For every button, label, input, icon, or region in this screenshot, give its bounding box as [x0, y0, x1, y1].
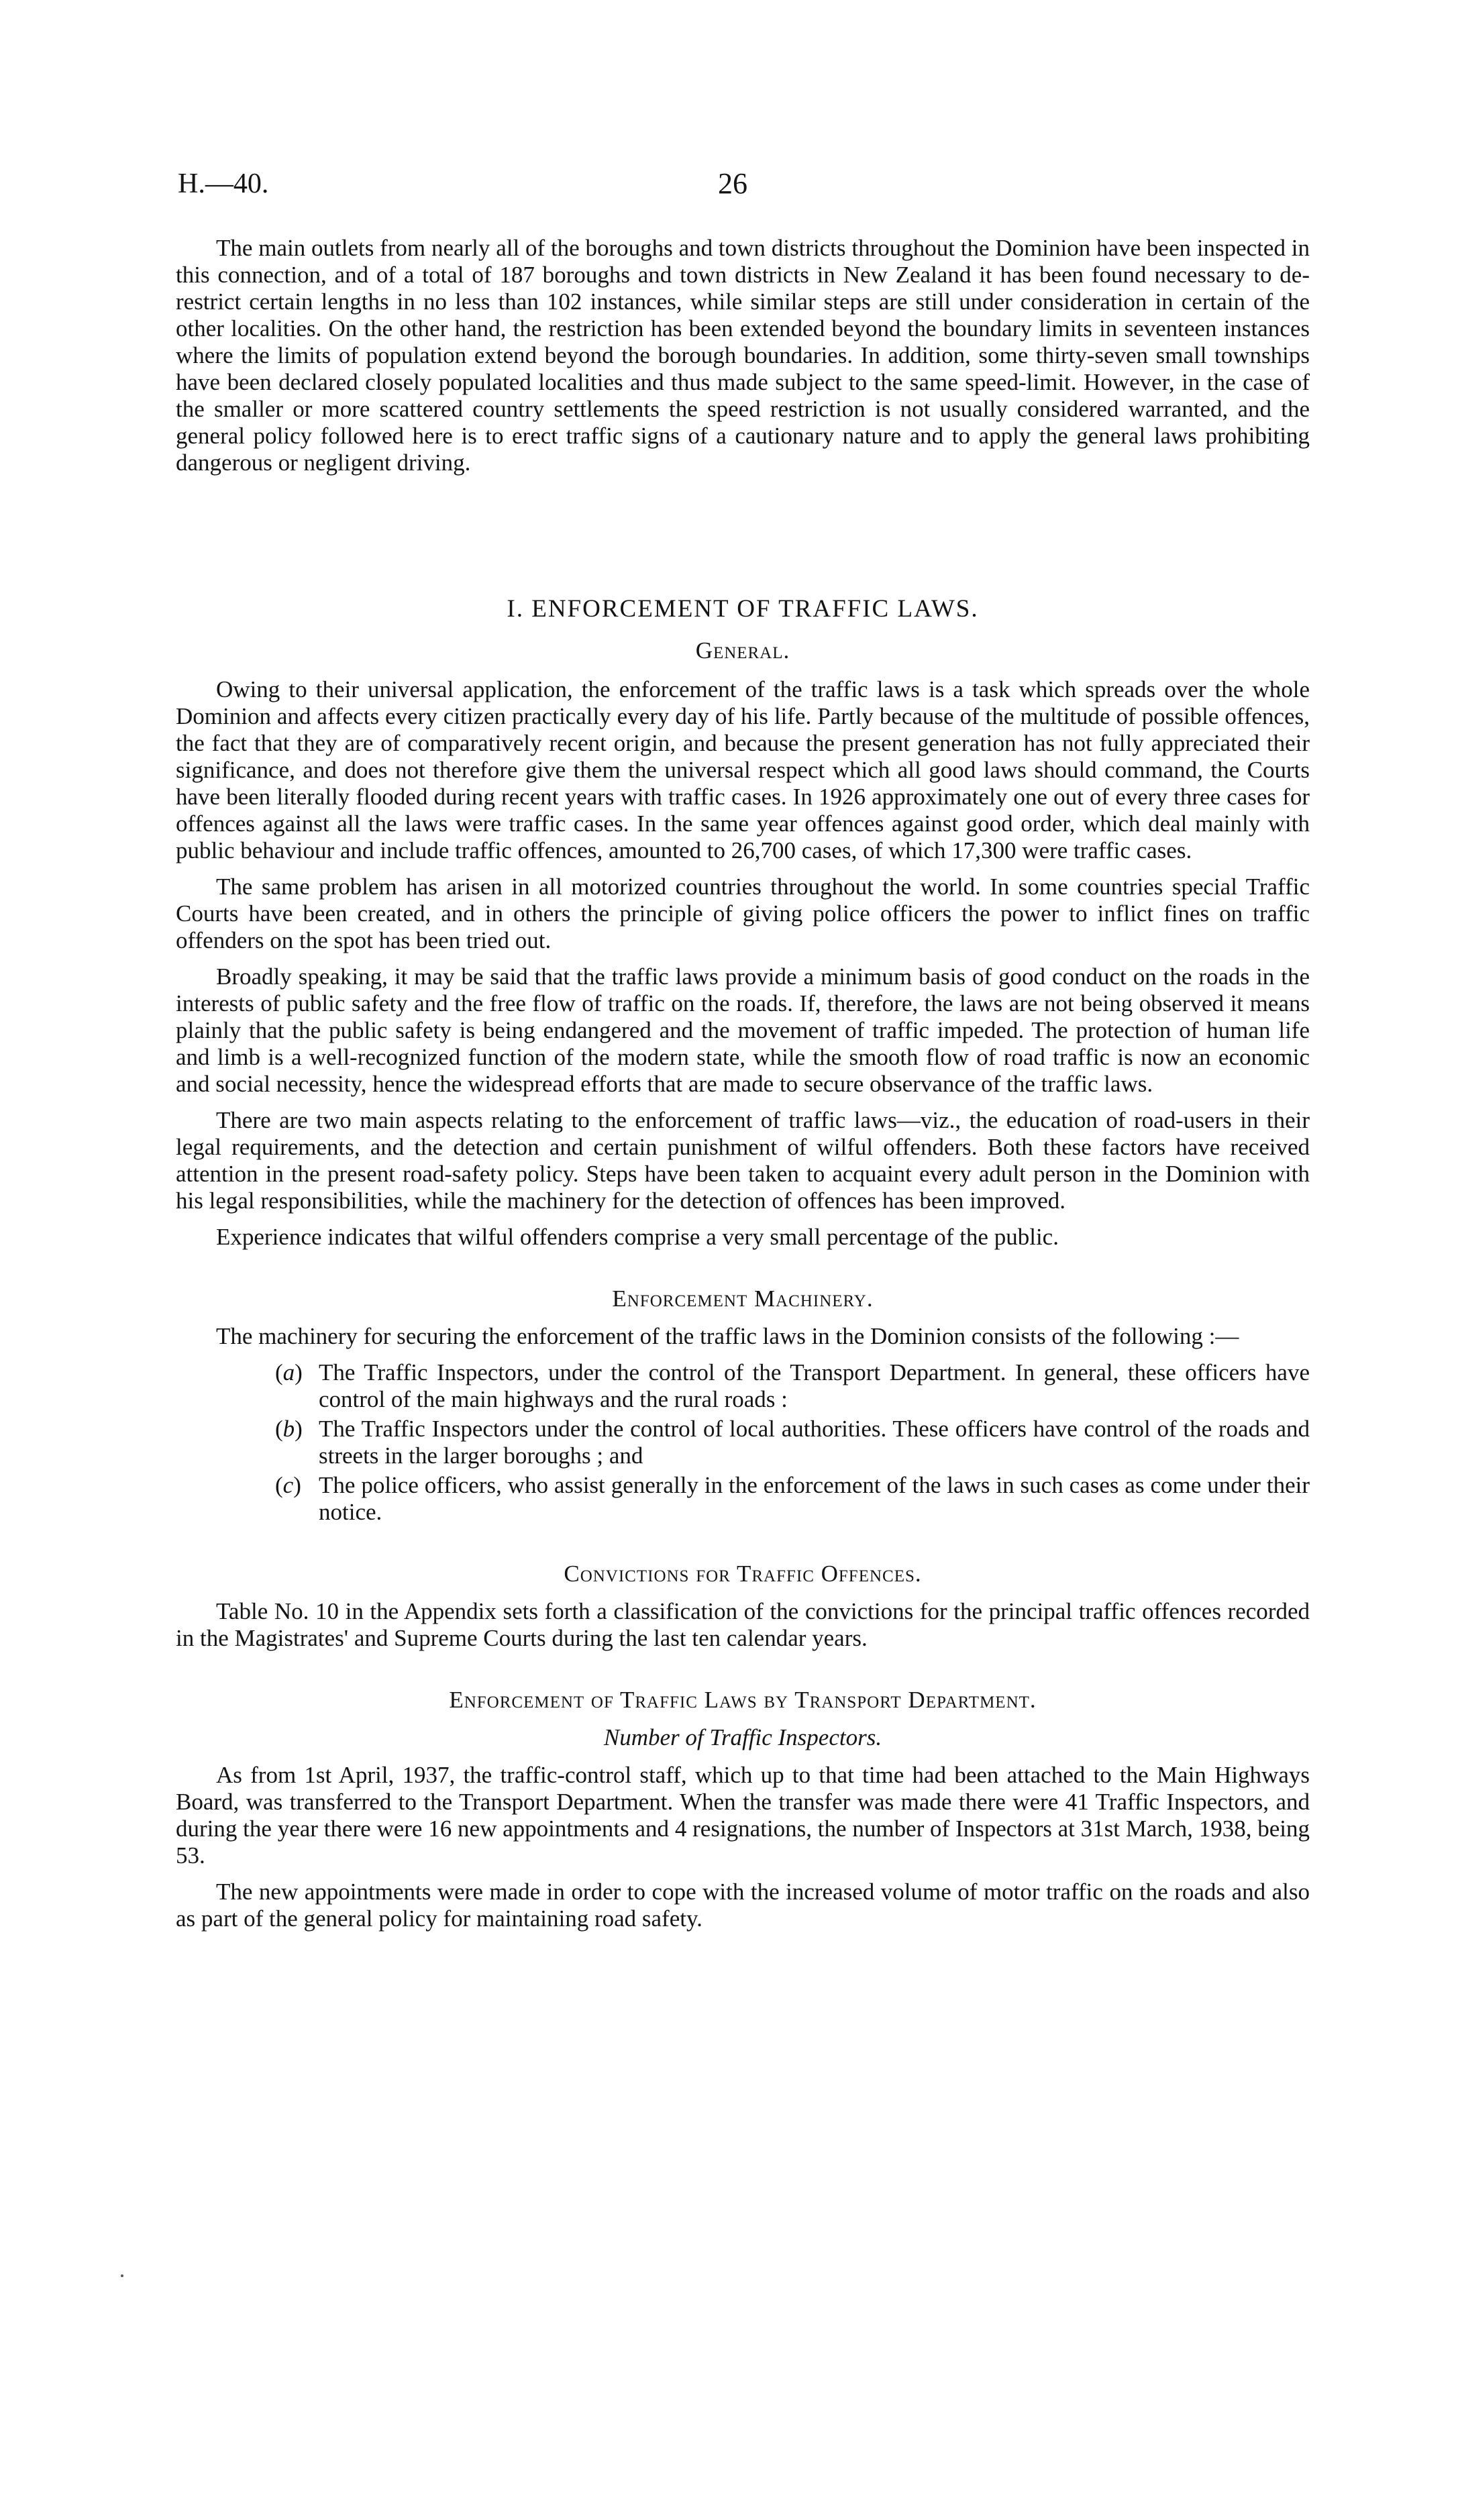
document-body: [176, 235, 1310, 1942]
list-marker: (c): [275, 1472, 301, 1498]
general-paragraph-5: Experience indicates that wilful offenders comprise a very small percentage of the public.: [216, 1224, 1059, 1250]
transport-paragraph-2: The new appointments were made in order to cope with the increased volume of motor traffic on the roads and also as part of the general policy for maintaining road safety.: [176, 1879, 1310, 1932]
page-number: 26: [718, 167, 747, 200]
convictions-paragraph: Table No. 10 in the Appendix sets forth a classification of the convictions for the principal traffic offences recorded in the Magistrates' and Supreme Courts during the last ten calendar years.: [176, 1598, 1310, 1651]
list-item: [176, 1359, 1310, 1413]
general-paragraph-3: Broadly speaking, it may be said that the traffic laws provide a minimum basis of good conduct on the roads in the interests of public safety and the free flow of traffic on the roads. If, therefore, the laws are not being observed it means plainly that the public safety is being endangered and the movement of traffic impeded. The protection of human life and limb is a well-recognized function of the modern state, while the smooth flow of road traffic is now an economic and social necessity, hence the widespread efforts that are made to secure observance of the traffic laws.: [176, 963, 1310, 1097]
subheading-inspectors: Number of Traffic Inspectors.: [603, 1724, 882, 1750]
section-heading-convictions: Convictions for Traffic Offences.: [564, 1561, 922, 1587]
machinery-intro: The machinery for securing the enforcement of the traffic laws in the Dominion consists of the following :—: [216, 1323, 1239, 1349]
list-item-text: The Traffic Inspectors, under the control of the Transport Department. In general, these officers have control of the main highways and the rural roads :: [319, 1359, 1310, 1412]
list-item: [176, 1416, 1310, 1469]
transport-paragraph-1: As from 1st April, 1937, the traffic-control staff, which up to that time had been attached to the Main Highways Board, was transferred to the Transport Department. When the transfer was made there were 41 Traffic Inspectors, and during the year there were 16 new appointments and 4 resignations, the number of Inspectors at 31st March, 1938, being 53.: [176, 1762, 1310, 1869]
page-speck: [121, 2274, 123, 2277]
general-paragraph-2: The same problem has arisen in all motorized countries throughout the world. In some countries special Traffic Courts have been created, and in others the principle of giving police officers the power to inflict fines on traffic offenders on the spot has been tried out.: [176, 874, 1310, 953]
list-item-text: The police officers, who assist generally in the enforcement of the laws in such cases as come under their notice.: [319, 1472, 1310, 1525]
list-item-text: The Traffic Inspectors under the control of local authorities. These officers have control of the roads and streets in the larger boroughs ; and: [319, 1416, 1310, 1469]
general-paragraph-4: There are two main aspects relating to the enforcement of traffic laws—viz., the education of road-users in their legal requirements, and the detection and certain punishment of wilful offenders. Both these factors have received attention in the present road-safety policy. Steps have been taken to acquaint every adult person in the Dominion with his legal responsibilities, while the machinery for the detection of offences has been improved.: [176, 1107, 1310, 1214]
section-heading-general: General.: [695, 637, 790, 664]
list-item: [176, 1472, 1310, 1526]
general-paragraph-1: Owing to their universal application, the enforcement of the traffic laws is a task which spreads over the whole Dominion and affects every citizen practically every day of his life. Partly because of the multitude of possible offences, the fact that they are of comparatively recent origin, and because the present generation has not fully appreciated their significance, and does not therefore give them the universal respect which all good laws should command, the Courts have been literally flooded during recent years with traffic cases. In 1926 approximately one out of every three cases for offences against all the laws were traffic cases. In the same year offences against good order, which deal mainly with public behaviour and include traffic offences, amounted to 26,700 cases, of which 17,300 were traffic cases.: [176, 676, 1310, 863]
section-heading-machinery: Enforcement Machinery.: [612, 1285, 874, 1312]
document-reference: H.—40.: [178, 168, 269, 199]
part-heading: I. ENFORCEMENT OF TRAFFIC LAWS.: [507, 595, 979, 623]
section-heading-transport-department: Enforcement of Traffic Laws by Transport Department.: [449, 1687, 1037, 1713]
machinery-list: [176, 1359, 1310, 1526]
intro-paragraph: The main outlets from nearly all of the boroughs and town districts throughout the Dominion have been inspected in this connection, and of a total of 187 boroughs and town districts in New Zealand it has been found necessary to de-restrict certain lengths in no less than 102 instances, while similar steps are still under consideration in certain of the other localities. On the other hand, the restriction has been extended beyond the boundary limits in seventeen instances where the limits of population extend beyond the borough boundaries. In addition, some thirty-seven small townships have been declared closely populated localities and thus made subject to the same speed-limit. However, in the case of the smaller or more scattered country settlements the speed restriction is not usually considered warranted, and the general policy followed here is to erect traffic signs of a cautionary nature and to apply the general laws prohibiting dangerous or negligent driving.: [176, 235, 1310, 476]
list-marker: (b): [275, 1416, 303, 1442]
list-marker: (a): [275, 1359, 303, 1385]
